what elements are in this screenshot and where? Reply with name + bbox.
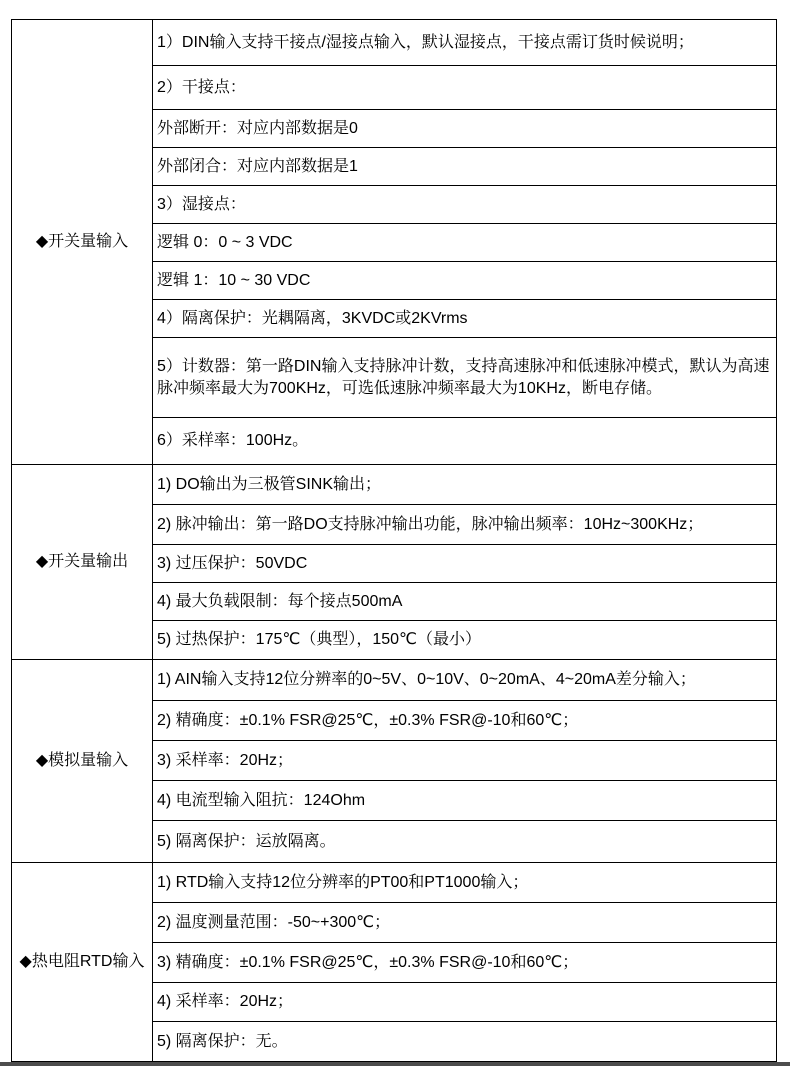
spec-cell: 5) 过热保护：175℃（典型），150℃（最小）: [153, 621, 777, 660]
spec-cell: 2) 温度测量范围：-50~+300℃；: [153, 903, 777, 943]
spec-cell: 1) DO输出为三极管SINK输出；: [153, 465, 777, 505]
spec-cell: 逻辑 0：0 ~ 3 VDC: [153, 224, 777, 262]
table-section: [12, 20, 777, 465]
spec-cell: 5) 隔离保护：运放隔离。: [153, 821, 777, 863]
spec-cell: 2）干接点：: [153, 66, 777, 110]
spec-cell: 2) 脉冲输出：第一路DO支持脉冲输出功能，脉冲输出频率：10Hz~300KHz；: [153, 505, 777, 545]
spec-cell: 5) 隔离保护：无。: [153, 1022, 777, 1062]
spec-table: [11, 19, 777, 1062]
bottom-edge-bar: [0, 1062, 790, 1066]
spec-cell: 3) 精确度：±0.1% FSR@25℃，±0.3% FSR@-10和60℃；: [153, 943, 777, 983]
spec-cell: 1）DIN输入支持干接点/湿接点输入，默认湿接点，干接点需订货时候说明；: [153, 20, 777, 66]
spec-cell: 2) 精确度：±0.1% FSR@25℃，±0.3% FSR@-10和60℃；: [153, 701, 777, 741]
spec-cell: 3) 采样率：20Hz；: [153, 741, 777, 781]
spec-cell: 3）湿接点：: [153, 186, 777, 224]
spec-cell: 外部闭合：对应内部数据是1: [153, 148, 777, 186]
section-label: ◆开关量输入: [12, 20, 153, 465]
section-label: ◆模拟量输入: [12, 660, 153, 863]
spec-cell: 4）隔离保护：光耦隔离，3KVDC或2KVrms: [153, 300, 777, 338]
table-row: [12, 465, 777, 505]
table-row: [12, 20, 777, 66]
spec-cell: 1) AIN输入支持12位分辨率的0~5V、0~10V、0~20mA、4~20mA差分输入；: [153, 660, 777, 701]
spec-cell: 3) 过压保护：50VDC: [153, 545, 777, 583]
spec-cell: 4) 电流型输入阻抗：124Ohm: [153, 781, 777, 821]
spec-cell: 逻辑 1：10 ~ 30 VDC: [153, 262, 777, 300]
table-section: [12, 465, 777, 660]
spec-cell: 5）计数器：第一路DIN输入支持脉冲计数，支持高速脉冲和低速脉冲模式，默认为高速脉冲频率最大为700KHz，可选低速脉冲频率最大为10KHz，断电存储。: [153, 338, 777, 418]
spec-cell: 1) RTD输入支持12位分辨率的PT00和PT1000输入；: [153, 863, 777, 903]
spec-document: [11, 19, 777, 1062]
table-section: [12, 863, 777, 1062]
spec-cell: 6）采样率：100Hz。: [153, 418, 777, 465]
spec-cell: 4) 最大负载限制：每个接点500mA: [153, 583, 777, 621]
section-label: ◆开关量输出: [12, 465, 153, 660]
spec-cell: 4) 采样率：20Hz；: [153, 983, 777, 1022]
spec-cell: 外部断开：对应内部数据是0: [153, 110, 777, 148]
table-row: [12, 660, 777, 701]
section-label: ◆热电阻RTD输入: [12, 863, 153, 1062]
table-row: [12, 863, 777, 903]
table-section: [12, 660, 777, 863]
